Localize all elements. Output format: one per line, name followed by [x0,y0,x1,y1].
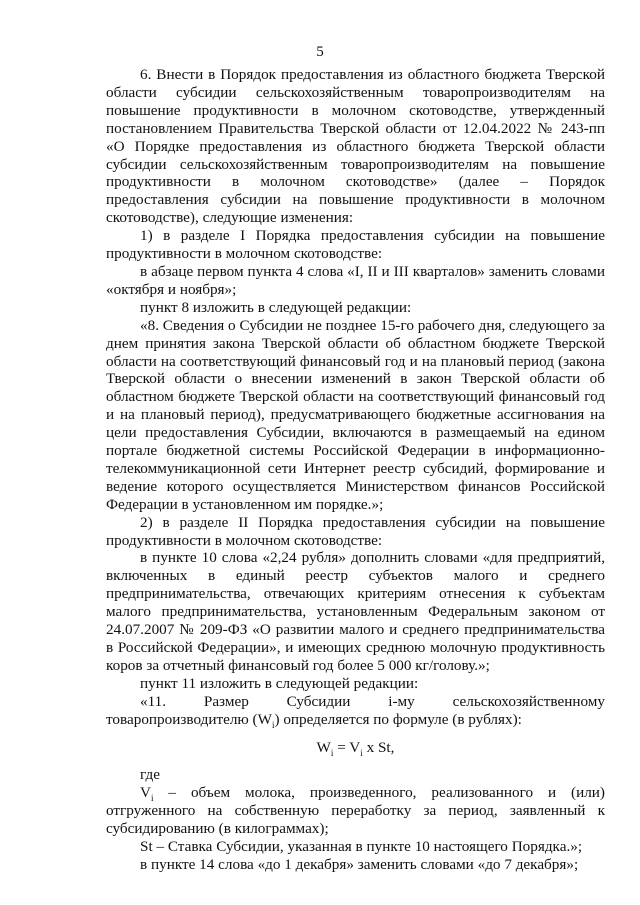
paragraph-point-14-change: в пункте 14 слова «до 1 декабря» заменить словами «до 7 декабря»; [140,855,579,873]
where-label: где [140,766,160,784]
formula-w: W [316,738,331,756]
paragraph-point-11-text [106,693,605,729]
definition-vi-symbol: V [140,784,151,802]
definition-vi-text: – объем молока, произведенного, реализованного и (или) отгруженного на собственную переработку за период, заявленный к субсидированию (в килограммах); [106,784,605,838]
paragraph-section-2: 2) в разделе II Порядка предоставления субсидии на повышение продуктивности в молочном скотоводстве: [106,513,605,549]
definition-vi-sub: i [150,793,154,804]
paragraph-section-1: 1) в разделе I Порядка предоставления субсидии на повышение продуктивности в молочном скотоводстве: [106,227,605,263]
page-number: 5 [316,44,324,60]
document-body [106,66,605,874]
paragraph-item-6: 6. Внести в Порядок предоставления из областного бюджета Тверской области субсидии сельскохозяйственным товаропроизводителям на повышение продуктивности в молочном скотоводстве, утвержденный постановлением Правительства Тверской области от 12.04.2022 № 243-пп «О Порядке предоставления из областного бюджета Тверской области субсидии сельскохозяйственным товаропроизводителям на повышение продуктивности в молочном скотоводстве» (далее – Порядок предоставления субсидии на повышение продуктивности в молочном скотоводстве), следующие изменения: [106,66,605,227]
point-11-text-start: «11. Размер Субсидии i-му сельскохозяйственному товаропроизводителю (W [106,692,605,728]
formula [106,739,605,757]
point-11-subscript: i [271,719,275,730]
paragraph-point-8-text: «8. Сведения о Субсидии не позднее 15-го рабочего дня, следующего за днем принятия закона Тверской области об областном бюджете Тверской области на соответствующий финансовый год и на плановый период (закона Тверской области о внесении изменений в закон Тверской области об областном бюджете Тверской области на соответствующий финансовый год и на плановый период), предусматривающего бюджетные ассигнования на цели предоставления Субсидии, включаются в размещаемый на едином портале бюджетной системы Российской Федерации в информационно-телекоммуникационной сети Интернет реестр субсидий, формирование и ведение которого осуществляется Министерством финансов Российской Федерации в установленном им порядке.»; [106,316,605,513]
formula-eq: = V [333,738,361,756]
paragraph-point-4-change: в абзаце первом пункта 4 слова «I, II и III кварталов» заменить словами «октября и ноября»; [106,262,605,298]
formula-w-sub: i [330,747,334,758]
point-11-text-end: ) определяется по формуле (в рублях): [274,710,522,728]
formula-v-sub: i [360,747,363,758]
paragraph-point-8-intro: пункт 8 изложить в следующей редакции: [140,298,412,316]
definition-vi [106,784,605,838]
paragraph-point-10-change: в пункте 10 слова «2,24 рубля» дополнить словами «для предприятий, включенных в единый реестр субъектов малого и среднего предпринимательства, отвечающих критериям отнесения к субъектам малого предпринимательства, установленным Федеральным законом от 24.07.2007 № 209-ФЗ «О развитии малого и среднего предпринимательства в Российской Федерации», и имеющих среднюю молочную продуктивность коров за отчетный финансовый год более 5 000 кг/голову.»; [106,549,605,674]
paragraph-point-11-intro: пункт 11 изложить в следующей редакции: [140,674,419,692]
formula-rest: x St, [362,738,395,756]
definition-st: St – Ставка Субсидии, указанная в пункте 10 настоящего Порядка.»; [140,838,583,856]
